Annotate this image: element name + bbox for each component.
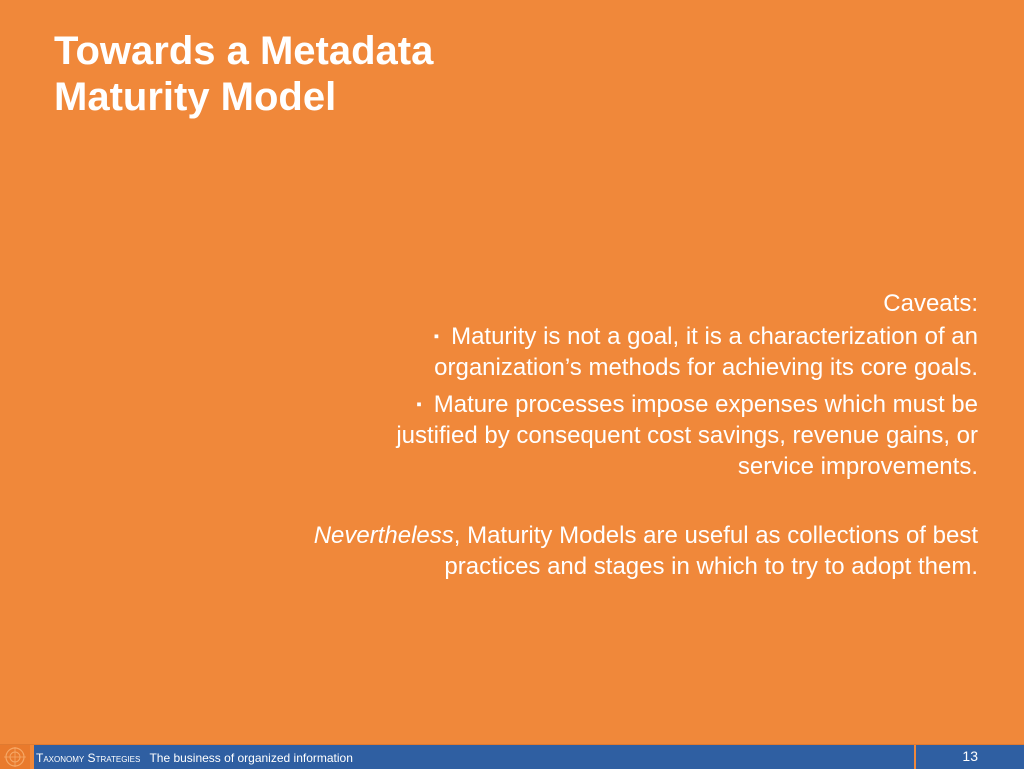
caveat-item xyxy=(270,389,978,482)
footer-tagline: The business of organized information xyxy=(149,751,353,765)
closing-emphasis: Nevertheless xyxy=(313,522,454,549)
caveats-list xyxy=(270,321,978,482)
slide-title xyxy=(54,28,433,120)
footer-brand: Taxonomy Strategies xyxy=(36,751,141,765)
bullet-square-icon: ▪ xyxy=(433,328,440,345)
page-number-box xyxy=(916,745,1024,769)
caveat-item xyxy=(270,321,978,383)
closing-paragraph xyxy=(270,520,978,582)
caveat-text: Mature processes impose expenses which must be justified by consequent cost savings, revenue gains, or service improvements. xyxy=(396,391,978,480)
closing-text: , Maturity Models are useful as collections of best practices and stages in which to try to adopt them. xyxy=(444,522,978,580)
caveat-text: Maturity is not a goal, it is a characterization of an organization’s methods for achieving its core goals. xyxy=(434,323,978,381)
footer xyxy=(0,744,1024,769)
slide-title-line-1: Towards a Metadata xyxy=(54,29,434,73)
caveats-label: Caveats: xyxy=(883,290,978,317)
page-number: 13 xyxy=(962,748,978,764)
logo-icon xyxy=(0,745,30,769)
slide-body xyxy=(270,288,978,582)
bullet-square-icon: ▪ xyxy=(416,396,422,413)
footer-text xyxy=(36,751,353,765)
slide-title-line-2: Maturity Model xyxy=(54,75,337,119)
